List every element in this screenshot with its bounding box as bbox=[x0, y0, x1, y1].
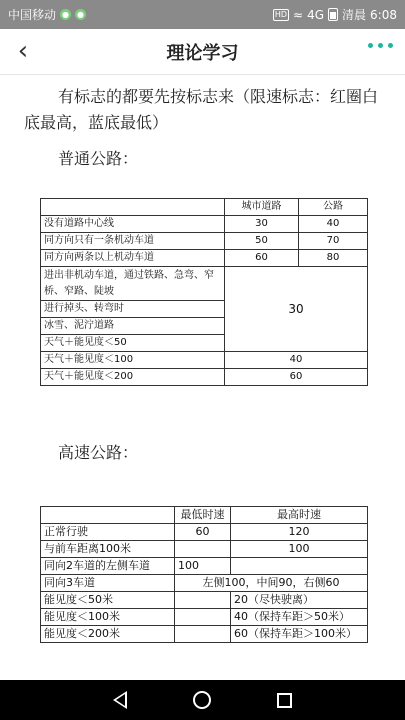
table-row bbox=[41, 250, 368, 267]
more-dot-icon bbox=[368, 43, 373, 48]
app-notification-icon: ● bbox=[60, 9, 71, 20]
highway-heading: 高速公路： bbox=[58, 443, 139, 462]
carrier-label: 中国移动 bbox=[8, 8, 57, 22]
table-row bbox=[41, 233, 368, 250]
page-title: 理论学习 bbox=[166, 42, 239, 64]
table-cell: 天气＋能见度＜200 bbox=[41, 369, 225, 386]
article-content[interactable] bbox=[0, 76, 405, 680]
table-row bbox=[41, 592, 368, 609]
clock: 6:08 bbox=[370, 7, 397, 22]
table-cell bbox=[41, 199, 225, 216]
table-cell: 公路 bbox=[299, 199, 368, 216]
table-row bbox=[41, 369, 368, 386]
table-row bbox=[41, 216, 368, 233]
table-cell: 能见度＜100米 bbox=[41, 609, 175, 626]
table-cell: 最低时速 bbox=[175, 507, 231, 524]
table-cell: 60 bbox=[175, 524, 231, 541]
table-cell: 没有道路中心线 bbox=[41, 216, 225, 233]
table-row bbox=[41, 575, 368, 592]
table-cell: 60 bbox=[225, 369, 368, 386]
intro-paragraph: 有标志的都要先按标志来（限速标志：红圈白底最高，蓝底最低） bbox=[24, 87, 379, 132]
table-cell: 能见度＜50米 bbox=[41, 592, 175, 609]
table-cell: 40 bbox=[299, 216, 368, 233]
more-options-button[interactable] bbox=[368, 43, 393, 48]
system-nav-bar bbox=[0, 680, 405, 720]
table-row bbox=[41, 541, 368, 558]
table-cell: 正常行驶 bbox=[41, 524, 175, 541]
table-cell bbox=[175, 626, 231, 643]
wifi-icon: ≈ bbox=[293, 7, 304, 22]
table-cell: 80 bbox=[299, 250, 368, 267]
table-cell: 同方向两条以上机动车道 bbox=[41, 250, 225, 267]
more-dot-icon bbox=[388, 43, 393, 48]
chevron-left-icon: ‹ bbox=[17, 36, 29, 66]
table-cell: 60（保持车距＞100米） bbox=[231, 626, 368, 643]
table-cell: 进行掉头、转弯时 bbox=[41, 301, 225, 318]
table-cell: 30 bbox=[225, 267, 368, 352]
app-bar bbox=[0, 29, 405, 75]
battery-icon bbox=[328, 8, 338, 21]
ordinary-road-heading: 普通公路： bbox=[58, 149, 139, 168]
table-cell: 50 bbox=[225, 233, 299, 250]
back-button[interactable] bbox=[10, 37, 36, 67]
signal-icon: 4G bbox=[307, 7, 325, 22]
table-cell: 100 bbox=[231, 541, 368, 558]
table-cell: 40 bbox=[225, 352, 368, 369]
table-cell: 天气＋能见度＜50 bbox=[41, 335, 225, 352]
circle-home-icon bbox=[193, 691, 211, 709]
hd-icon: HD bbox=[274, 9, 288, 19]
table-cell: 天气＋能见度＜100 bbox=[41, 352, 225, 369]
table-cell: 60 bbox=[225, 250, 299, 267]
table-cell: 40（保持车距＞50米） bbox=[231, 609, 368, 626]
table-cell bbox=[175, 592, 231, 609]
nav-back-button[interactable] bbox=[105, 683, 135, 717]
nav-home-button[interactable] bbox=[185, 683, 219, 717]
wechat-notification-icon: ● bbox=[75, 9, 86, 20]
table-row bbox=[41, 558, 368, 575]
table-cell: 20（尽快驶离） bbox=[231, 592, 368, 609]
table-cell: 最高时速 bbox=[231, 507, 368, 524]
table-row bbox=[41, 352, 368, 369]
table-row bbox=[41, 609, 368, 626]
table-cell bbox=[231, 558, 368, 575]
table-header-row bbox=[41, 199, 368, 216]
table-cell bbox=[175, 609, 231, 626]
table-cell: 左侧100，中间90，右侧60 bbox=[175, 575, 368, 592]
table-row bbox=[41, 626, 368, 643]
table-cell: 进出非机动车道，通过铁路、急弯、窄桥、窄路、陡坡 bbox=[41, 267, 225, 301]
table-header-row bbox=[41, 507, 368, 524]
table-cell bbox=[41, 507, 175, 524]
table-cell: 冰雪、泥泞道路 bbox=[41, 318, 225, 335]
status-bar bbox=[0, 0, 405, 29]
highway-speed-table bbox=[40, 506, 368, 643]
table-cell: 同向3车道 bbox=[41, 575, 175, 592]
table-cell: 30 bbox=[225, 216, 299, 233]
table-row bbox=[41, 267, 368, 301]
more-dot-icon bbox=[378, 43, 383, 48]
table-cell: 与前车距离100米 bbox=[41, 541, 175, 558]
table-cell: 100 bbox=[175, 558, 231, 575]
table-cell: 同方向只有一条机动车道 bbox=[41, 233, 225, 250]
table-cell: 同向2车道的左侧车道 bbox=[41, 558, 175, 575]
table-row bbox=[41, 524, 368, 541]
table-cell: 能见度＜200米 bbox=[41, 626, 175, 643]
nav-recents-button[interactable] bbox=[269, 685, 300, 716]
square-recents-icon bbox=[277, 693, 292, 708]
triangle-back-icon bbox=[113, 691, 127, 709]
table-cell bbox=[175, 541, 231, 558]
table-cell: 城市道路 bbox=[225, 199, 299, 216]
ordinary-road-speed-table bbox=[40, 198, 368, 386]
table-cell: 70 bbox=[299, 233, 368, 250]
table-cell: 120 bbox=[231, 524, 368, 541]
time-mode-label: 清晨 bbox=[342, 8, 367, 22]
